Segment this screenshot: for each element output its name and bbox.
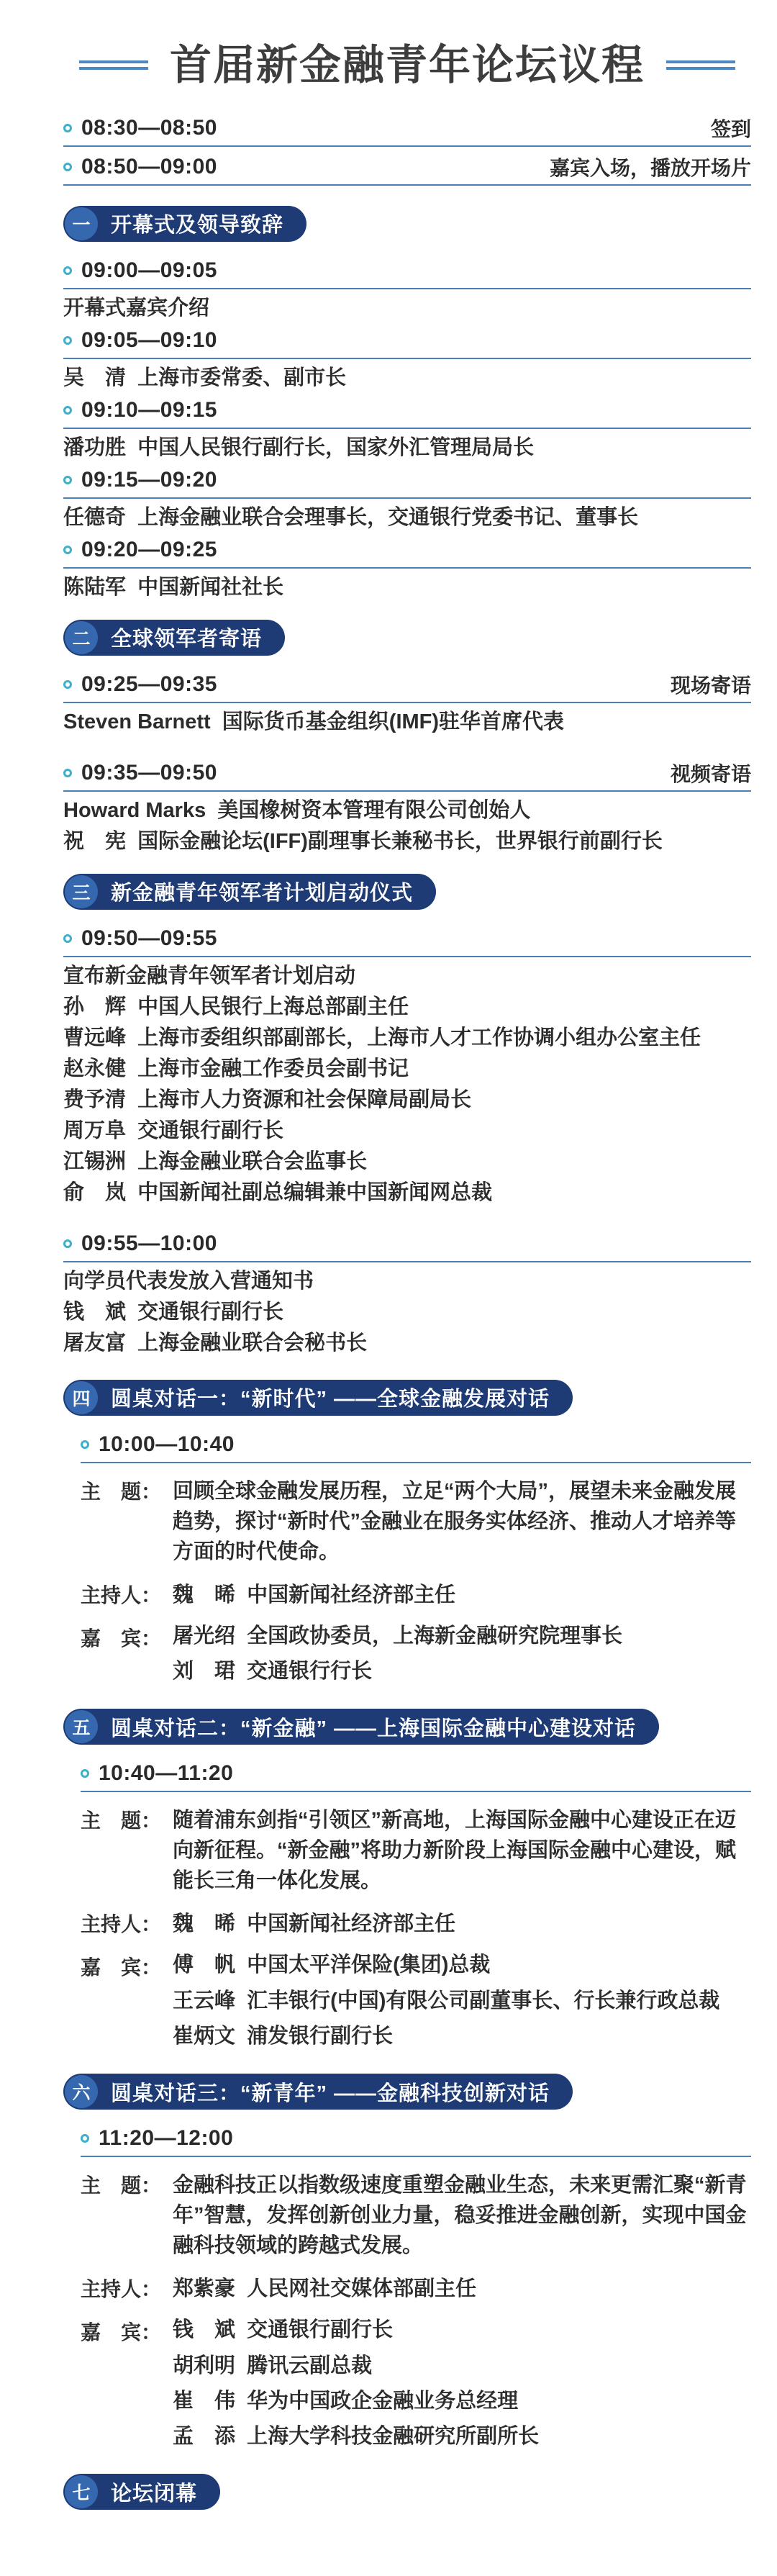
spacer	[63, 741, 751, 760]
roundtable-content	[63, 1761, 751, 2049]
topic-text: 随着浦东剑指“引领区”新高地，上海国际金融中心建设正在迈向新征程。“新金融”将助力新阶段上海国际金融中心建设，赋能长三角一体化发展。	[173, 1809, 737, 1893]
time-block	[63, 760, 751, 854]
guest-item: 崔 伟 华为中国政企金融业务总经理	[173, 2389, 519, 2413]
time-block	[81, 2125, 751, 2157]
host-label: 主持人：	[81, 1913, 162, 1936]
topic-label: 主 题：	[81, 1480, 162, 1503]
time-marker-icon	[63, 406, 72, 415]
section-badge	[63, 1709, 659, 1745]
divider	[63, 428, 751, 429]
agenda-item: 向学员代表发放入营通知书	[63, 1269, 314, 1293]
topic-row	[81, 1805, 751, 1896]
divider	[63, 497, 751, 499]
time-marker-icon	[63, 266, 72, 275]
topic-row	[81, 1476, 751, 1567]
section-title: 全球领军者寄语	[111, 628, 263, 651]
section-header	[63, 2074, 751, 2110]
time-range: 09:15—09:20	[81, 467, 217, 492]
time-range: 09:00—09:05	[81, 258, 217, 282]
title-right-line-icon	[666, 60, 735, 70]
topic-label: 主 题：	[81, 2174, 162, 2197]
spacer	[63, 1212, 751, 1231]
time-marker-icon	[63, 934, 72, 943]
agenda-item: Howard Marks 美国橡树资本管理有限公司创始人	[63, 798, 531, 822]
roundtable-content	[63, 1432, 751, 1685]
time-range: 09:55—10:00	[81, 1231, 217, 1255]
guests-row	[81, 1623, 751, 1685]
section-title: 新金融青年领军者计划启动仪式	[111, 882, 414, 905]
guests-label: 嘉 宾：	[81, 1956, 162, 1979]
section-header	[63, 2474, 751, 2510]
time-range: 09:05—09:10	[81, 327, 217, 352]
time-range: 09:20—09:25	[81, 537, 217, 561]
agenda-item: 祝 宪 国际金融论坛(IFF)副理事长兼秘书长，世界银行前副行长	[63, 829, 663, 853]
time-range: 08:50—09:00	[81, 154, 217, 178]
host-label: 主持人：	[81, 2278, 162, 2301]
section-badge	[63, 1380, 573, 1416]
guest-item: 屠光绍 全国政协委员，上海新金融研究院理事长	[173, 1624, 623, 1648]
roundtable-content	[63, 2125, 751, 2449]
time-marker-icon	[81, 1769, 89, 1778]
page-title: 首届新金融青年论坛议程	[169, 42, 645, 89]
section-badge	[63, 620, 285, 656]
topic-text: 金融科技正以指数级速度重塑金融业生态，未来更需汇聚“新青年”智慧，发挥创新创业力量，稳妥推进金融创新，实现中国金融科技领域的跨越式发展。	[173, 2174, 747, 2258]
time-marker-icon	[63, 476, 72, 484]
time-range: 09:35—09:50	[81, 760, 217, 785]
agenda-item: 吴 清 上海市委常委、副市长	[63, 366, 347, 389]
time-block	[63, 327, 751, 390]
time-row	[63, 115, 751, 141]
guests-row	[81, 2317, 751, 2449]
time-block	[63, 672, 751, 734]
section-badge	[63, 2074, 573, 2110]
agenda-item: 周万阜 交通银行副行长	[63, 1118, 284, 1142]
section-badge	[63, 2474, 220, 2510]
section-title: 论坛闭幕	[111, 2482, 198, 2505]
time-note: 现场寄语	[670, 674, 751, 697]
section-header	[63, 206, 751, 242]
agenda-item: 开幕式嘉宾介绍	[63, 296, 210, 320]
section-badge	[63, 874, 436, 910]
agenda-item: 费予清 上海市人力资源和社会保障局副局长	[63, 1088, 472, 1111]
section-title: 圆桌对话二：“新金融” ——上海国际金融中心建设对话	[111, 1717, 637, 1740]
time-marker-icon	[63, 124, 72, 132]
time-block	[63, 926, 751, 1205]
guest-item: 崔炳文 浦发银行副行长	[173, 2024, 394, 2048]
agenda-item: 钱 斌 交通银行副行长	[63, 1300, 284, 1324]
section-number: 二	[65, 621, 98, 654]
section-title: 圆桌对话三：“新青年” ——金融科技创新对话	[111, 2082, 550, 2105]
agenda-item: 屠友富 上海金融业联合会秘书长	[63, 1331, 368, 1355]
time-note: 视频寄语	[670, 762, 751, 785]
time-range: 08:30—08:50	[81, 115, 217, 140]
agenda-item: 俞 岚 中国新闻社副总编辑兼中国新闻网总裁	[63, 1180, 493, 1204]
time-block	[81, 1432, 751, 1463]
section-badge	[63, 206, 306, 242]
host-text: 魏 晞 中国新闻社经济部主任	[173, 1912, 456, 1936]
time-range: 09:25—09:35	[81, 672, 217, 696]
divider	[63, 567, 751, 569]
agenda-item: 江锡洲 上海金融业联合会监事长	[63, 1149, 368, 1173]
time-block	[63, 537, 751, 600]
time-range: 09:50—09:55	[81, 926, 217, 950]
title-left-line-icon	[79, 60, 148, 70]
time-range: 10:00—10:40	[99, 1432, 235, 1456]
time-block	[63, 154, 751, 186]
guest-item: 钱 斌 交通银行副行长	[173, 2318, 394, 2342]
guest-item: 傅 帆 中国太平洋保险(集团)总裁	[173, 1953, 491, 1977]
section-number: 七	[65, 2475, 98, 2508]
host-text: 魏 晞 中国新闻社经济部主任	[173, 1583, 456, 1606]
time-range: 11:20—12:00	[99, 2126, 234, 2151]
time-note: 嘉宾入场，播放开场片	[549, 156, 751, 179]
guests-label: 嘉 宾：	[81, 2321, 162, 2344]
divider	[63, 1261, 751, 1262]
host-row	[81, 1580, 751, 1610]
agenda-item: 潘功胜 中国人民银行副行长，国家外汇管理局局长	[63, 435, 535, 459]
section-header	[63, 1380, 751, 1416]
section-header	[63, 874, 751, 910]
time-block	[63, 397, 751, 460]
time-block	[63, 467, 751, 530]
agenda-item: 宣布新金融青年领军者计划启动	[63, 964, 356, 988]
section-title: 开幕式及领导致辞	[111, 214, 284, 238]
divider	[63, 145, 751, 147]
time-marker-icon	[63, 336, 72, 345]
divider	[81, 2156, 751, 2157]
guest-item: 刘 珺 交通银行行长	[173, 1660, 373, 1684]
section-title: 圆桌对话一：“新时代” ——全球金融发展对话	[111, 1388, 550, 1411]
host-row	[81, 1909, 751, 1939]
section-header	[63, 620, 751, 656]
page-header	[63, 40, 751, 91]
topic-row	[81, 2170, 751, 2261]
agenda-item: 赵永健 上海市金融工作委员会副书记	[63, 1057, 409, 1080]
time-marker-icon	[81, 2134, 89, 2143]
guest-item: 胡利明 腾讯云副总裁	[173, 2354, 373, 2377]
divider	[63, 358, 751, 359]
agenda-item: 曹远峰 上海市委组织部副部长，上海市人才工作协调小组办公室主任	[63, 1026, 701, 1049]
time-marker-icon	[63, 546, 72, 554]
section-number: 六	[65, 2075, 98, 2108]
time-marker-icon	[63, 1239, 72, 1248]
guest-item: 孟 添 上海大学科技金融研究所副所长	[173, 2425, 540, 2449]
host-label: 主持人：	[81, 1583, 162, 1606]
time-marker-icon	[81, 1440, 89, 1449]
agenda-item: 孙 辉 中国人民银行上海总部副主任	[63, 995, 409, 1018]
time-block	[63, 1231, 751, 1355]
time-marker-icon	[63, 680, 72, 689]
divider	[63, 956, 751, 957]
divider	[81, 1791, 751, 1792]
time-range: 09:10—09:15	[81, 397, 217, 422]
time-block	[63, 258, 751, 320]
section-number: 五	[65, 1710, 98, 1743]
agenda-item: 陈陆军 中国新闻社社长	[63, 575, 284, 599]
agenda-item: 任德奇 上海金融业联合会理事长，交通银行党委书记、董事长	[63, 505, 639, 529]
divider	[63, 702, 751, 703]
divider	[63, 184, 751, 186]
time-block	[63, 115, 751, 147]
divider	[63, 288, 751, 289]
time-row	[63, 154, 751, 180]
time-marker-icon	[63, 769, 72, 777]
time-range: 10:40—11:20	[99, 1761, 234, 1786]
host-text: 郑紫豪 人民网社交媒体部副主任	[173, 2277, 477, 2301]
section-number: 四	[65, 1381, 98, 1414]
guests-row	[81, 1952, 751, 2049]
guest-item: 王云峰 汇丰银行(中国)有限公司副董事长、行长兼行政总裁	[173, 1989, 720, 2012]
divider	[81, 1462, 751, 1463]
section-number: 一	[65, 207, 98, 240]
time-marker-icon	[63, 163, 72, 171]
section-number: 三	[65, 875, 98, 908]
guests-label: 嘉 宾：	[81, 1627, 162, 1650]
section-header	[63, 1709, 751, 1745]
topic-label: 主 题：	[81, 1809, 162, 1832]
divider	[63, 790, 751, 792]
time-block	[81, 1761, 751, 1792]
time-note: 签到	[710, 117, 751, 140]
host-row	[81, 2274, 751, 2304]
agenda-item: Steven Barnett 国际货币基金组织(IMF)驻华首席代表	[63, 710, 565, 733]
topic-text: 回顾全球金融发展历程，立足“两个大局”，展望未来金融发展趋势，探讨“新时代”金融业在服务实体经济、推动人才培养等方面的时代使命。	[173, 1479, 737, 1563]
